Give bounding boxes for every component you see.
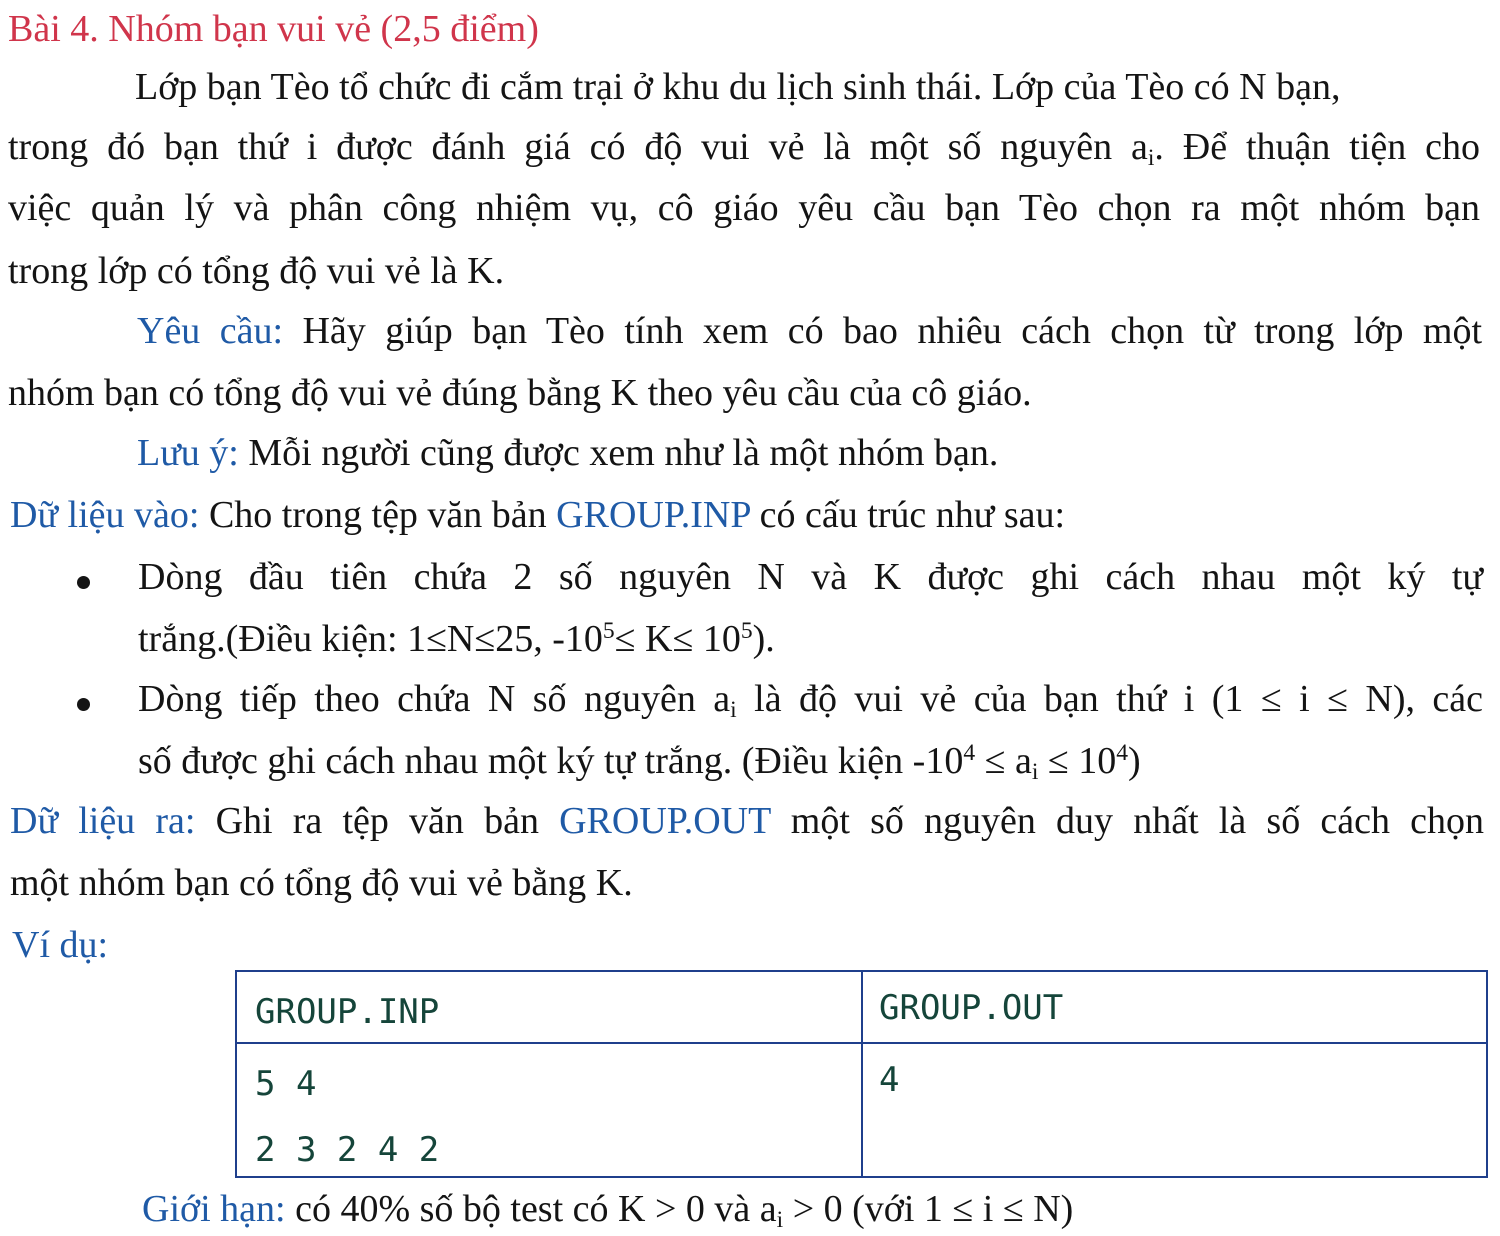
intro-line-4: [8, 246, 504, 296]
superscript-5a: 5: [602, 618, 615, 645]
example-table: [235, 970, 1488, 1178]
subscript-i: i: [1147, 144, 1155, 171]
limit-line: [142, 1184, 1073, 1234]
input-section-text-a: Cho trong tệp văn bản: [199, 494, 557, 536]
superscript-4b: 4: [1116, 740, 1129, 767]
superscript-4a: 4: [963, 740, 976, 767]
example-label: Ví dụ:: [12, 924, 109, 966]
bullet-1-text-2a: trắng.(Điều kiện: 1≤N≤25, -10: [138, 618, 603, 660]
table-input-line-2: 2 3 2 4 2: [255, 1130, 440, 1170]
bullet-1-text-2c: ).: [752, 618, 775, 660]
bullet-1-line-2: [138, 614, 775, 664]
table-header-output: GROUP.OUT: [879, 988, 1064, 1028]
requirement-text-1: Hãy giúp bạn Tèo tính xem có bao nhiêu cách chọn từ trong lớp một: [283, 310, 1482, 352]
output-section-label: Dữ liệu ra:: [10, 800, 196, 842]
subscript-i: i: [776, 1206, 784, 1233]
requirement-line-1: [137, 306, 1482, 356]
output-section-text-b: một số nguyên duy nhất là số cách chọn: [770, 800, 1484, 842]
table-input-line-1: 5 4: [255, 1064, 317, 1104]
note-text: Mỗi người cũng được xem như là một nhóm bạn.: [238, 432, 999, 474]
table-divider-vertical: [861, 972, 863, 1176]
limit-text-b: > 0 (với 1 ≤ i ≤ N): [783, 1188, 1074, 1230]
output-section-line-1: [10, 796, 1484, 846]
output-section-text-2: một nhóm bạn có tổng độ vui vẻ bằng K.: [10, 862, 633, 904]
output-file-name: GROUP.OUT: [559, 800, 771, 842]
bullet-2-text-2c: ≤ 10: [1038, 740, 1117, 782]
bullet-2-text-2a: số được ghi cách nhau một ký tự trắng. (Điều kiện -10: [138, 740, 964, 782]
superscript-5b: 5: [740, 618, 753, 645]
bullet-1-icon: [77, 576, 90, 589]
table-divider-horizontal: [237, 1042, 1486, 1044]
limit-text-a: có 40% số bộ test có K > 0 và a: [285, 1188, 777, 1230]
bullet-2-text-2b: ≤ a: [975, 740, 1032, 782]
bullet-1-text-1: Dòng đầu tiên chứa 2 số nguyên N và K được ghi cách nhau một ký tự: [138, 556, 1483, 598]
intro-line-2: [8, 122, 1480, 172]
intro-line-3: [8, 183, 1480, 233]
input-section-line: [10, 490, 1065, 540]
subscript-i: i: [730, 696, 737, 723]
input-file-name: GROUP.INP: [556, 494, 751, 536]
requirement-line-2: [8, 368, 1032, 418]
requirement-label: Yêu cầu:: [137, 310, 284, 352]
table-header-input: GROUP.INP: [255, 992, 440, 1032]
bullet-2-line-1: [138, 674, 1483, 724]
bullet-2-line-2: [138, 736, 1141, 786]
input-section-label: Dữ liệu vào:: [10, 494, 200, 536]
intro-line-1: [135, 62, 1340, 112]
problem-title: Bài 4. Nhóm bạn vui vẻ (2,5 điểm): [8, 8, 539, 50]
limit-label: Giới hạn:: [142, 1188, 286, 1230]
requirement-text-2: nhóm bạn có tổng độ vui vẻ đúng bằng K theo yêu cầu của cô giáo.: [8, 372, 1032, 414]
output-section-text-a: Ghi ra tệp văn bản: [195, 800, 560, 842]
intro-text-1: Lớp bạn Tèo tổ chức đi cắm trại ở khu du lịch sinh thái. Lớp của Tèo có N bạn,: [135, 66, 1341, 108]
intro-text-2b: . Để thuận tiện cho: [1154, 126, 1480, 168]
bullet-1-text-2b: ≤ K≤ 10: [614, 618, 741, 660]
output-section-line-2: [10, 858, 633, 908]
bullet-2-icon: [77, 698, 90, 711]
bullet-2-text-1a: Dòng tiếp theo chứa N số nguyên a: [138, 678, 731, 720]
bullet-2-text-1b: là độ vui vẻ của bạn thứ i (1 ≤ i ≤ N), các: [736, 678, 1483, 720]
note-line: [137, 428, 998, 478]
intro-text-2a: trong đó bạn thứ i được đánh giá có độ vui vẻ là một số nguyên a: [8, 126, 1148, 168]
bullet-2-text-2d: ): [1128, 740, 1141, 782]
intro-text-3: việc quản lý và phân công nhiệm vụ, cô giáo yêu cầu bạn Tèo chọn ra một nhóm bạn: [8, 187, 1480, 229]
note-label: Lưu ý:: [137, 432, 239, 474]
bullet-1-line-1: [138, 552, 1483, 602]
subscript-i: i: [1031, 758, 1039, 785]
input-section-text-b: có cấu trúc như sau:: [750, 494, 1066, 536]
table-output-line-1: 4: [879, 1060, 900, 1100]
intro-text-4: trong lớp có tổng độ vui vẻ là K.: [8, 250, 505, 292]
